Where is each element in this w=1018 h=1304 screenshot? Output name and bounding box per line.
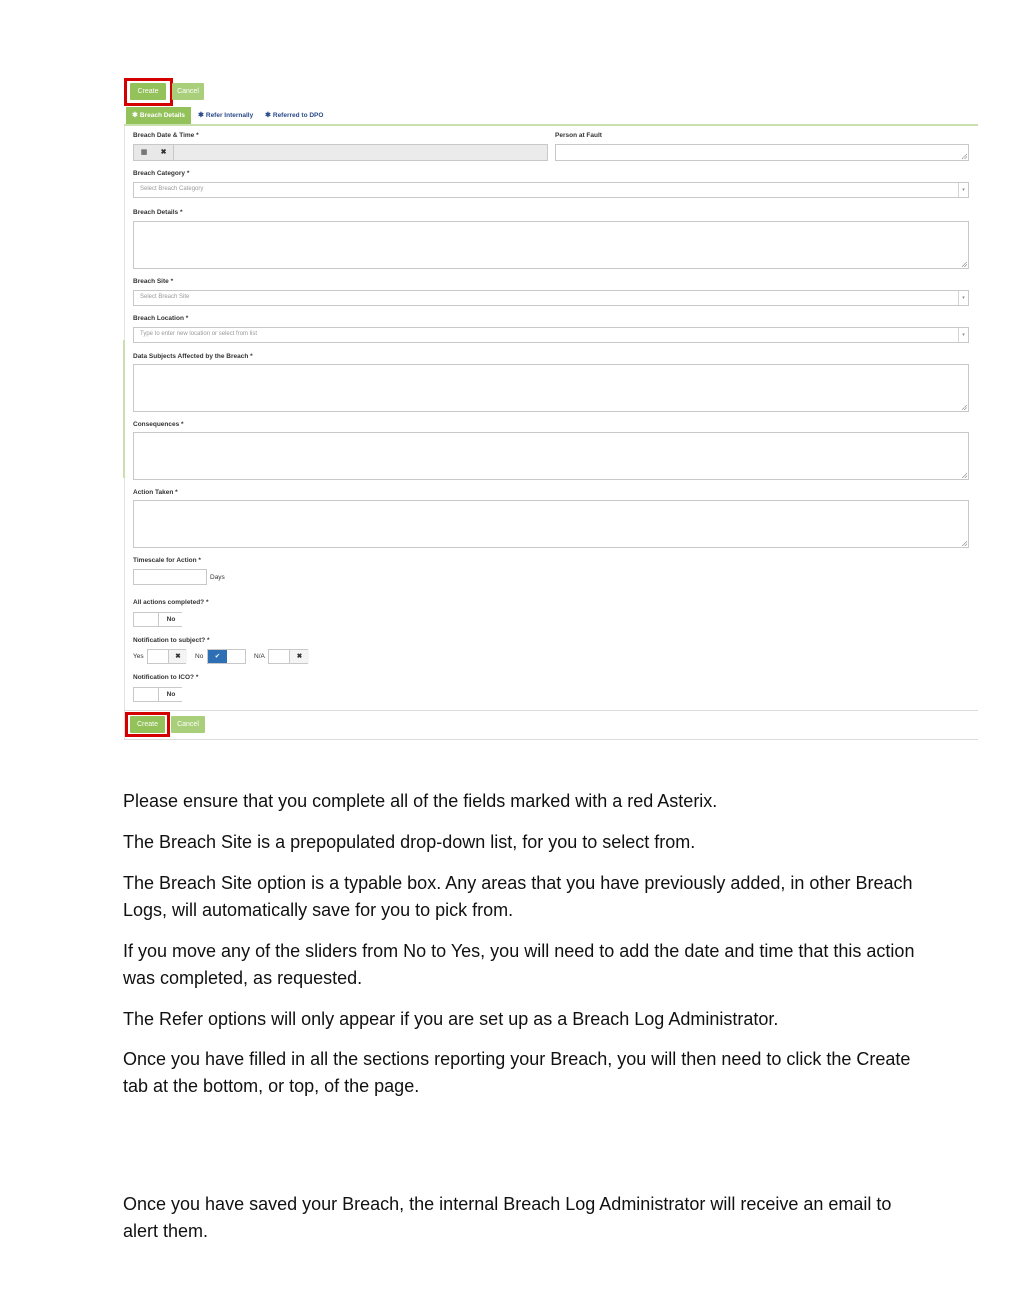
subject-no-toggle[interactable]	[207, 649, 246, 664]
form-bottom-border	[124, 739, 978, 740]
timescale-input[interactable]	[133, 569, 207, 585]
tab-label: Referred to DPO	[272, 112, 324, 119]
tab-breach-details[interactable]	[126, 107, 191, 125]
breach-details-label: Breach Details *	[133, 209, 183, 216]
asterisk-icon: ✱	[265, 112, 271, 119]
resize-handle[interactable]	[962, 154, 967, 159]
instruction-paragraph: The Breach Site option is a typable box. Any areas that you have previously added, in other Breach Logs, will automatically save for you to pick from.	[123, 873, 913, 920]
chevron-down-icon[interactable]: ▾	[958, 183, 968, 197]
instruction-paragraph: The Refer options will only appear if you are set up as a Breach Log Administrator.	[123, 1009, 779, 1029]
toggle-no-label: No	[158, 613, 183, 626]
breach-details-textarea[interactable]	[133, 221, 969, 269]
breach-date-field[interactable]	[133, 144, 548, 161]
tab-referred-to-dpo[interactable]	[265, 107, 323, 125]
breach-location-label: Breach Location *	[133, 315, 189, 322]
all-actions-toggle[interactable]	[133, 612, 182, 627]
instruction-paragraph: The Breach Site is a prepopulated drop-down list, for you to select from.	[123, 832, 696, 852]
asterisk-icon: ✱	[198, 112, 204, 119]
all-actions-label: All actions completed? *	[133, 599, 209, 606]
resize-handle[interactable]	[962, 473, 967, 478]
resize-handle[interactable]	[962, 405, 967, 410]
tab-refer-internally[interactable]	[198, 107, 253, 125]
ico-toggle[interactable]	[133, 687, 182, 702]
form-footer-divider	[124, 710, 978, 711]
person-at-fault-label: Person at Fault	[555, 132, 602, 139]
tab-label: Breach Details	[139, 112, 186, 119]
check-icon: ✔	[208, 650, 227, 663]
asterisk-icon: ✱	[132, 112, 138, 119]
close-icon: ✖	[289, 650, 309, 663]
consequences-label: Consequences *	[133, 421, 184, 428]
breach-category-label: Breach Category *	[133, 170, 190, 177]
timescale-label: Timescale for Action *	[133, 557, 201, 564]
clear-date-icon[interactable]: ✖	[154, 145, 174, 160]
close-icon: ✖	[168, 650, 187, 663]
cancel-button-top[interactable]: Cancel	[172, 83, 204, 100]
notification-ico-label: Notification to ICO? *	[133, 674, 199, 681]
breach-site-placeholder: Select Breach Site	[140, 294, 190, 300]
form-frame-accent	[123, 340, 125, 478]
toggle-no-label: No	[158, 688, 183, 701]
cancel-button-bottom[interactable]: Cancel	[171, 716, 205, 733]
breach-site-label: Breach Site *	[133, 278, 174, 285]
data-subjects-label: Data Subjects Affected by the Breach *	[133, 353, 253, 360]
breach-location-placeholder: Type to enter new location or select from list	[140, 331, 258, 337]
data-subjects-textarea[interactable]	[133, 364, 969, 412]
subject-yes-toggle[interactable]	[147, 649, 186, 664]
breach-category-select[interactable]	[133, 182, 969, 198]
breach-site-select[interactable]	[133, 290, 969, 306]
resize-handle[interactable]	[962, 262, 967, 267]
instruction-paragraph: If you move any of the sliders from No to Yes, you will need to add the date and time that this action was completed, as requested.	[123, 941, 915, 988]
resize-handle[interactable]	[962, 541, 967, 546]
instruction-paragraph: Please ensure that you complete all of the fields marked with a red Asterix.	[123, 791, 718, 811]
breach-category-placeholder: Select Breach Category	[140, 186, 204, 192]
no-option-label: No	[195, 653, 204, 660]
tab-label: Refer Internally	[205, 112, 254, 119]
create-button-top[interactable]: Create	[130, 83, 166, 100]
action-taken-label: Action Taken *	[133, 489, 178, 496]
timescale-unit: Days	[210, 574, 225, 581]
notification-subject-label: Notification to subject? *	[133, 637, 210, 644]
action-taken-textarea[interactable]	[133, 500, 969, 548]
yes-option-label: Yes	[133, 653, 144, 660]
instruction-paragraph: Once you have saved your Breach, the internal Breach Log Administrator will receive an email to alert them.	[123, 1194, 892, 1241]
chevron-down-icon[interactable]: ▾	[958, 328, 968, 342]
consequences-textarea[interactable]	[133, 432, 969, 480]
chevron-down-icon[interactable]: ▾	[958, 291, 968, 305]
instruction-paragraph: Once you have filled in all the sections reporting your Breach, you will then need to click the Create tab at the bottom, or top, of the page.	[123, 1049, 911, 1096]
na-option-label: N/A	[254, 653, 265, 660]
tabs-divider	[124, 124, 978, 126]
breach-location-combobox[interactable]	[133, 327, 969, 343]
calendar-icon[interactable]: ▦	[134, 145, 155, 160]
breach-date-label: Breach Date & Time *	[133, 132, 199, 139]
subject-na-toggle[interactable]	[268, 649, 308, 664]
create-button-bottom[interactable]: Create	[130, 716, 165, 733]
person-at-fault-input[interactable]	[555, 144, 969, 161]
